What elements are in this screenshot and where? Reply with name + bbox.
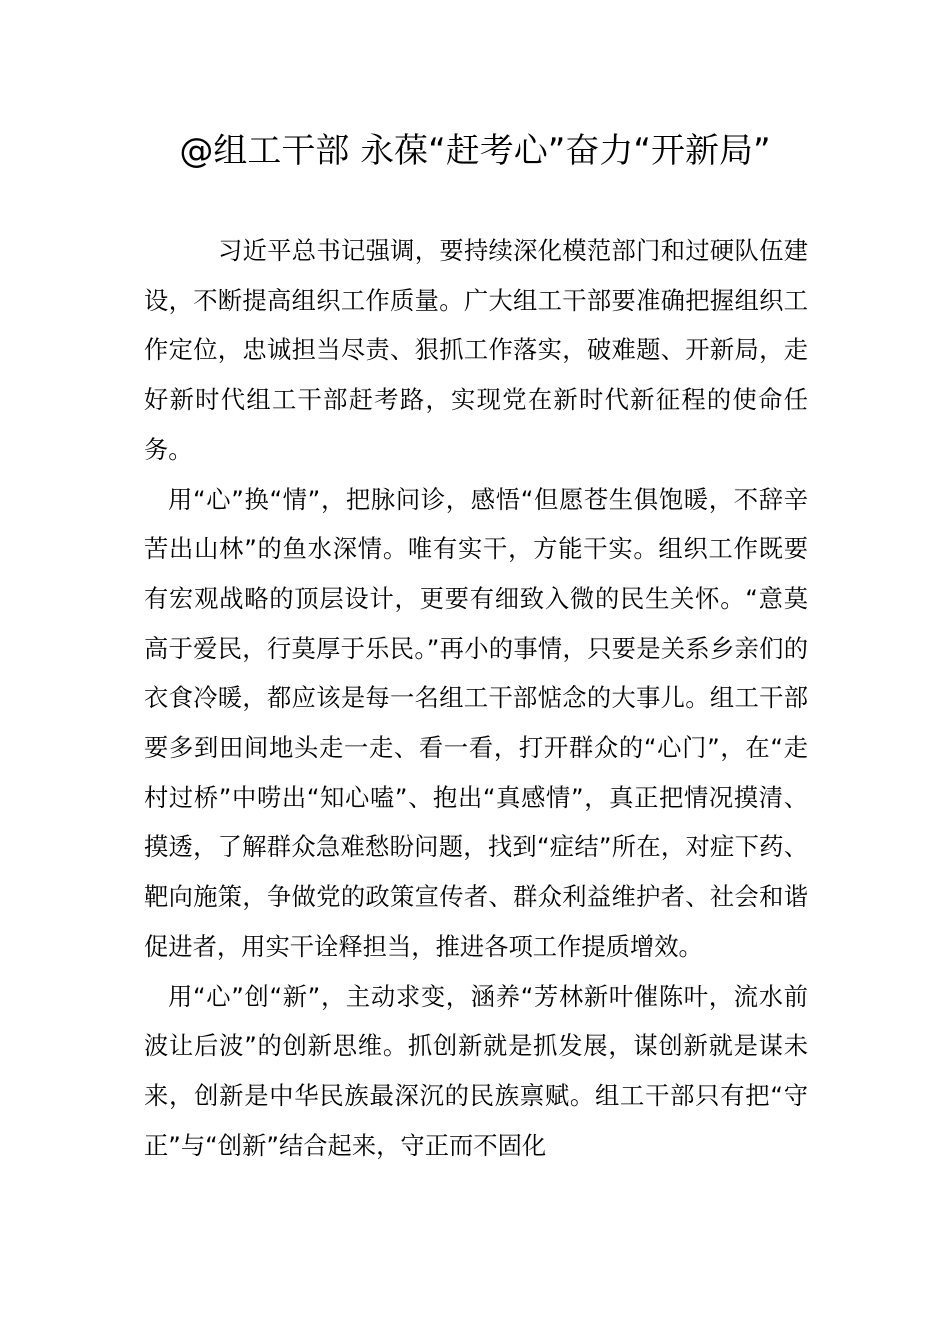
paragraph-heart-for-feeling: 用“心”换“情”，把脉问诊，感悟“但愿苍生俱饱暖，不辞辛苦出山林”的鱼水深情。唯有实干，方能干实。组织工作既要有宏观战略的顶层设计，更要有细致入微的民生关怀。“意莫高于爱民，行莫厚于乐民。”再小的事情，只要是关系乡亲们的衣食冷暖，都应该是每一名组工干部惦念的大事儿。组工干部要多到田间地头走一走、看一看，打开群众的“心门”，在“走村过桥”中唠出“知心嗑”、抱出“真感情”，真正把情况摸清、摸透，了解群众急难愁盼问题，找到“症结”所在，对症下药、靶向施策，争做党的政策宣传者、群众利益维护者、社会和谐促进者，用实干诠释担当，推进各项工作提质增效。 [144,484,808,961]
paragraph-heart-for-innovation: 用“心”创“新”，主动求变，涵养“芳林新叶催陈叶，流水前波让后波”的创新思维。抓创新就是抓发展，谋创新就是谋未来，创新是中华民族最深沉的民族禀赋。组工干部只有把“守正”与“创新”结合起来，守正而不固化 [144,981,808,1160]
document-body [144,226,808,1170]
paragraph-intro: 习近平总书记强调，要持续深化模范部门和过硬队伍建设，不断提高组织工作质量。广大组工干部要准确把握组织工作定位，忠诚担当尽责、狠抓工作落实，破难题、开新局，走好新时代组工干部赶考路，实现党在新时代新征程的使命任务。 [144,236,808,464]
document-title: @组工干部 永葆“赶考心”奋力“开新局” [179,131,771,171]
